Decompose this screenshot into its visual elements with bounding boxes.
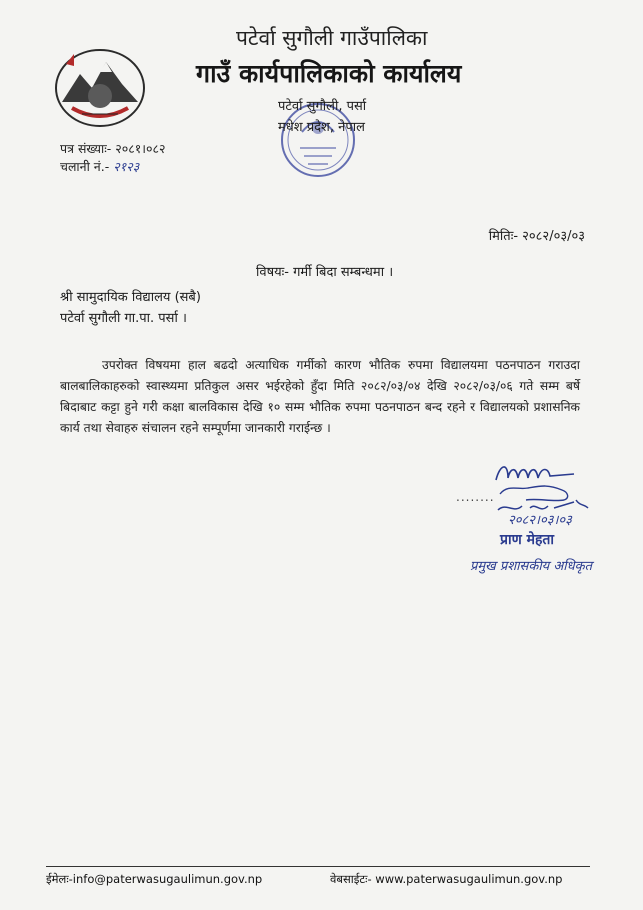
address-line-2: मधेश प्रदेश, नेपाल — [278, 120, 365, 135]
footer-email: ईमेलः-info@paterwasugaulimun.gov.np — [46, 872, 263, 886]
dispatch-number — [60, 158, 139, 175]
letter-body: उपरोक्त विषयमा हाल बढदो अत्याधिक गर्मीको कारण भौतिक रुपमा विद्यालयमा पठनपाठन गराउदा बालबालिकाहरुको स्वास्थ्यमा प्रतिकुल असर भईरहेको हुँदा मिति २०८२/०३/०४ देखि २०८२/०३/०६ गते सम्म बर्षे बिदाबाट कट्टा हुने गरी कक्षा बालविकास देखि १० सम्म भौतिक रुपमा पठनपाठन बन्द रहने र विद्यालयको प्रशासनिक कार्य तथा सेवाहरु संचालन रहने सम्पूर्णमा जानकारी गराईन्छ । — [60, 358, 580, 435]
dispatch-number-value: २१२३ — [113, 159, 140, 174]
dispatch-number-label: चलानी नं.- — [60, 159, 110, 174]
footer-divider — [46, 866, 590, 867]
signature-date: २०८२।०३।०३ — [508, 513, 572, 528]
municipality-name: पटेर्वा सुगौली गाउँपालिका — [236, 26, 428, 50]
office-name: गाउँ कार्यपालिकाको कार्यालय — [196, 59, 462, 88]
addressee-line-1: श्री सामुदायिक विद्यालय (सबै) — [60, 290, 201, 305]
addressee-line-2: पटेर्वा सुगौली गा.पा. पर्सा । — [60, 311, 187, 326]
letter-number: पत्र संख्याः- २०८१।०८२ — [60, 141, 166, 156]
footer-website: वेबसाईटः- www.paterwasugaulimun.gov.np — [330, 872, 563, 886]
letter-date: मितिः- २०८२/०३/०३ — [488, 229, 585, 244]
subject-line: विषयः- गर्मी बिदा सम्बन्धमा । — [256, 265, 394, 280]
signature-dots: ........ — [456, 490, 495, 504]
address-line-1: पटेर्वा सुगौली, पर्सा — [278, 99, 367, 114]
signatory-title: प्रमुख प्रशासकीय अधिकृत — [470, 559, 593, 574]
government-emblem-icon — [52, 44, 148, 130]
signatory-name: प्राण मेहता — [500, 532, 554, 548]
